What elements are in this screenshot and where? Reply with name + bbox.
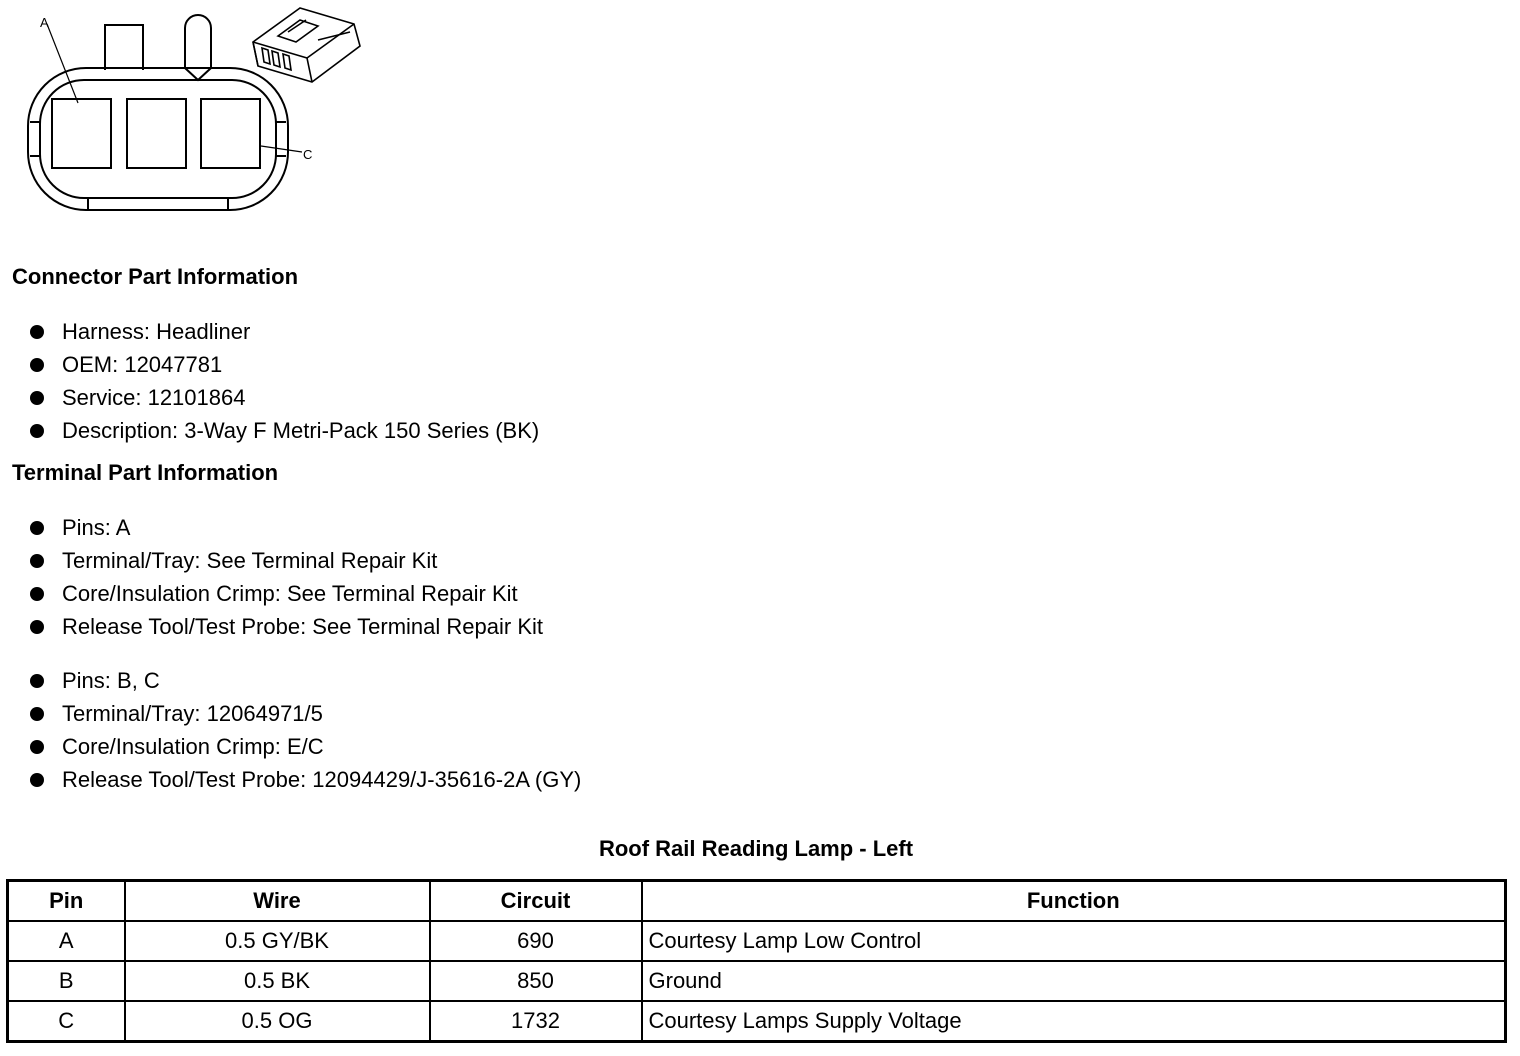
list-item: Terminal/Tray: See Terminal Repair Kit [28,544,543,577]
pin-label-a: A [40,15,49,30]
cell-wire: 0.5 OG [125,1001,430,1042]
table-row [8,921,1506,961]
callout-line-c [261,146,302,152]
list-item: Terminal/Tray: 12064971/5 [28,697,581,730]
bullet-icon [30,391,44,405]
cell-pin: C [8,1001,125,1042]
cell-wire: 0.5 BK [125,961,430,1001]
list-item: Pins: B, C [28,664,581,697]
cavity-b [127,99,186,168]
cell-circuit: 690 [430,921,642,961]
list-item: Description: 3-Way F Metri-Pack 150 Series (BK) [28,414,539,447]
table-row [8,1001,1506,1042]
pin-table [6,879,1507,1043]
connector-part-heading: Connector Part Information [12,264,299,289]
bullet-icon [30,740,44,754]
callout-line-a [47,24,78,103]
terminal-part-list-1 [28,511,543,643]
bullet-icon [30,358,44,372]
cell-function: Ground [642,961,1506,1001]
connector-diagram [0,0,380,220]
cell-circuit: 1732 [430,1001,642,1042]
bullet-icon [30,325,44,339]
cavity-a [52,99,111,168]
cell-function: Courtesy Lamps Supply Voltage [642,1001,1506,1042]
list-item: Pins: A [28,511,543,544]
list-item: Harness: Headliner [28,315,539,348]
list-item: Service: 12101864 [28,381,539,414]
terminal-part-heading: Terminal Part Information [12,460,279,485]
connector-part-list [28,315,539,447]
bullet-icon [30,424,44,438]
cell-circuit: 850 [430,961,642,1001]
header-circuit: Circuit [430,881,642,922]
bullet-icon [30,554,44,568]
header-wire: Wire [125,881,430,922]
connector-housing-outer [28,68,288,210]
connector-lock-tab [185,15,211,80]
cell-function: Courtesy Lamp Low Control [642,921,1506,961]
bullet-icon [30,587,44,601]
connector-face-drawing [0,0,380,220]
connector-latch [105,25,143,70]
bullet-icon [30,773,44,787]
cavity-c [201,99,260,168]
list-item: OEM: 12047781 [28,348,539,381]
cell-wire: 0.5 GY/BK [125,921,430,961]
list-item: Core/Insulation Crimp: E/C [28,730,581,763]
connector-iso-view [253,8,360,82]
cell-pin: A [8,921,125,961]
cell-pin: B [8,961,125,1001]
list-item: Core/Insulation Crimp: See Terminal Repair Kit [28,577,543,610]
table-title: Roof Rail Reading Lamp - Left [598,836,914,861]
header-pin: Pin [8,881,125,922]
bullet-icon [30,674,44,688]
bullet-icon [30,620,44,634]
list-item: Release Tool/Test Probe: See Terminal Repair Kit [28,610,543,643]
table-header-row [8,881,1506,922]
table-row [8,961,1506,1001]
bullet-icon [30,707,44,721]
list-item: Release Tool/Test Probe: 12094429/J-35616-2A (GY) [28,763,581,796]
header-function: Function [642,881,1506,922]
bullet-icon [30,521,44,535]
pin-label-c: C [303,147,313,162]
terminal-part-list-2 [28,664,581,796]
